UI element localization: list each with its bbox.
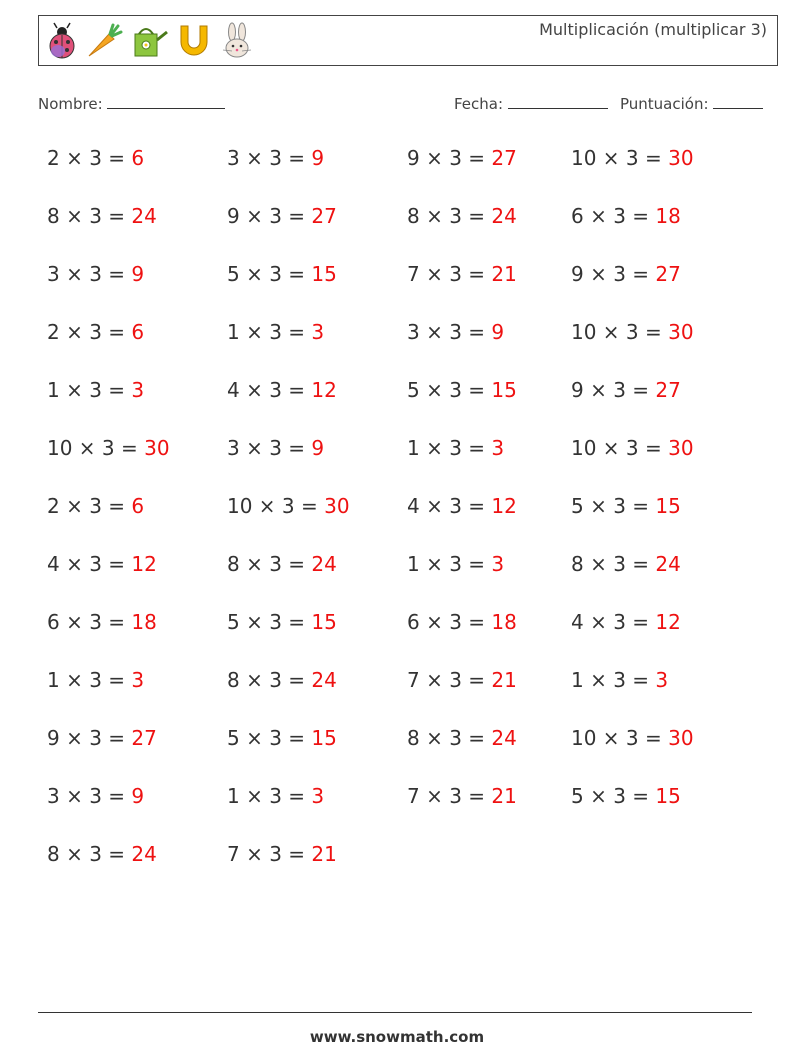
problem-answer: 30	[668, 320, 694, 344]
problem-question: 4 × 3 =	[227, 378, 312, 402]
problem-item	[407, 378, 571, 436]
problem-question: 10 × 3 =	[47, 436, 145, 460]
problem-item	[227, 842, 407, 900]
problem-question: 10 × 3 =	[571, 436, 669, 460]
problem-item	[571, 494, 751, 552]
problem-grid	[47, 146, 751, 900]
problem-question: 6 × 3 =	[571, 204, 656, 228]
problem-item	[407, 610, 571, 668]
problem-answer: 27	[491, 146, 517, 170]
problem-item	[47, 784, 227, 842]
problem-question: 9 × 3 =	[407, 146, 492, 170]
problem-item	[571, 726, 751, 784]
ladybug-icon	[45, 22, 79, 60]
problem-answer: 21	[311, 842, 337, 866]
problem-question: 3 × 3 =	[227, 146, 312, 170]
problem-answer: 24	[491, 204, 517, 228]
problem-item	[407, 320, 571, 378]
problem-answer: 21	[491, 668, 517, 692]
problem-answer: 24	[311, 552, 337, 576]
problem-answer: 3	[131, 668, 145, 692]
problem-question: 4 × 3 =	[571, 610, 656, 634]
carrot-icon	[85, 22, 123, 60]
problem-answer: 12	[131, 552, 157, 576]
problem-item	[47, 552, 227, 610]
problem-question: 5 × 3 =	[407, 378, 492, 402]
problem-question: 7 × 3 =	[407, 668, 492, 692]
problem-answer: 3	[131, 378, 145, 402]
problem-question: 9 × 3 =	[571, 262, 656, 286]
problem-question: 1 × 3 =	[47, 378, 132, 402]
score-field	[620, 94, 763, 113]
problem-question: 6 × 3 =	[47, 610, 132, 634]
problem-question: 5 × 3 =	[227, 262, 312, 286]
problem-answer: 27	[311, 204, 337, 228]
problem-question: 1 × 3 =	[407, 552, 492, 576]
problem-answer: 6	[131, 146, 145, 170]
problem-answer: 21	[491, 262, 517, 286]
problem-question: 1 × 3 =	[407, 436, 492, 460]
name-line[interactable]	[107, 94, 225, 109]
date-field	[454, 94, 608, 113]
problem-item	[47, 842, 227, 900]
problem-question: 2 × 3 =	[47, 494, 132, 518]
problem-question: 5 × 3 =	[227, 726, 312, 750]
problem-item	[47, 262, 227, 320]
problem-answer: 30	[668, 726, 694, 750]
problem-item	[571, 552, 751, 610]
problem-item	[407, 146, 571, 204]
problem-question: 10 × 3 =	[571, 320, 669, 344]
problem-answer: 3	[491, 552, 505, 576]
watering-can-icon	[129, 22, 169, 60]
problem-item	[47, 668, 227, 726]
problem-question: 4 × 3 =	[47, 552, 132, 576]
problem-item	[571, 320, 751, 378]
problem-answer: 15	[655, 784, 681, 808]
problem-answer: 30	[668, 146, 694, 170]
problem-answer: 24	[655, 552, 681, 576]
problem-answer: 6	[131, 494, 145, 518]
problem-item	[227, 320, 407, 378]
date-line[interactable]	[508, 94, 608, 109]
problem-answer: 15	[311, 610, 337, 634]
problem-item	[571, 378, 751, 436]
problem-item	[407, 494, 571, 552]
problem-answer: 9	[311, 146, 325, 170]
problem-question: 8 × 3 =	[407, 726, 492, 750]
problem-item	[227, 552, 407, 610]
problem-item	[47, 378, 227, 436]
problem-question: 2 × 3 =	[47, 320, 132, 344]
problem-answer: 21	[491, 784, 517, 808]
problem-question: 7 × 3 =	[407, 784, 492, 808]
problem-question: 7 × 3 =	[227, 842, 312, 866]
problem-answer: 27	[131, 726, 157, 750]
problem-question: 1 × 3 =	[47, 668, 132, 692]
problem-answer: 18	[491, 610, 517, 634]
worksheet-title: Multiplicación (multiplicar 3)	[539, 20, 767, 39]
problem-answer: 15	[311, 262, 337, 286]
problem-answer: 27	[655, 378, 681, 402]
problem-answer: 3	[655, 668, 669, 692]
rabbit-icon	[219, 22, 255, 60]
problem-answer: 15	[491, 378, 517, 402]
problem-item	[571, 668, 751, 726]
problem-item	[407, 204, 571, 262]
problem-answer: 9	[311, 436, 325, 460]
problem-answer: 6	[131, 320, 145, 344]
date-label: Fecha:	[454, 95, 504, 113]
problem-question: 2 × 3 =	[47, 146, 132, 170]
problem-answer: 15	[311, 726, 337, 750]
problem-question: 8 × 3 =	[47, 204, 132, 228]
problem-item	[227, 784, 407, 842]
problem-answer: 30	[324, 494, 350, 518]
problem-answer: 24	[491, 726, 517, 750]
problem-answer: 12	[491, 494, 517, 518]
problem-question: 8 × 3 =	[227, 668, 312, 692]
problem-question: 3 × 3 =	[47, 262, 132, 286]
problem-item	[571, 204, 751, 262]
problem-answer: 30	[668, 436, 694, 460]
problem-question: 9 × 3 =	[571, 378, 656, 402]
problem-question: 8 × 3 =	[227, 552, 312, 576]
problem-item	[407, 784, 571, 842]
problem-question: 7 × 3 =	[407, 262, 492, 286]
name-field	[38, 94, 225, 113]
problem-item	[571, 784, 751, 842]
problem-question: 4 × 3 =	[407, 494, 492, 518]
icon-strip	[45, 22, 255, 60]
problem-question: 8 × 3 =	[407, 204, 492, 228]
problem-item	[47, 204, 227, 262]
problem-item	[227, 204, 407, 262]
name-label: Nombre:	[38, 95, 103, 113]
problem-item	[571, 146, 751, 204]
footer-url: www.snowmath.com	[309, 1028, 485, 1046]
problem-question: 5 × 3 =	[571, 494, 656, 518]
problem-item	[227, 494, 407, 552]
problem-item	[227, 146, 407, 204]
problem-item	[407, 436, 571, 494]
problem-question: 10 × 3 =	[227, 494, 325, 518]
score-label: Puntuación:	[620, 95, 709, 113]
problem-item	[407, 552, 571, 610]
problem-question: 10 × 3 =	[571, 726, 669, 750]
problem-item	[571, 436, 751, 494]
problem-answer: 18	[655, 204, 681, 228]
problem-question: 5 × 3 =	[227, 610, 312, 634]
problem-item	[227, 262, 407, 320]
problem-item	[47, 146, 227, 204]
problem-question: 8 × 3 =	[47, 842, 132, 866]
problem-answer: 9	[131, 784, 145, 808]
problem-item	[47, 494, 227, 552]
problem-answer: 30	[144, 436, 170, 460]
problem-item	[227, 726, 407, 784]
problem-item	[407, 726, 571, 784]
problem-answer: 9	[491, 320, 505, 344]
score-line[interactable]	[713, 94, 763, 109]
problem-item	[227, 668, 407, 726]
footer-divider	[38, 1012, 752, 1013]
problem-question: 1 × 3 =	[571, 668, 656, 692]
problem-question: 3 × 3 =	[407, 320, 492, 344]
problem-answer: 3	[491, 436, 505, 460]
problem-answer: 24	[131, 842, 157, 866]
problem-answer: 24	[131, 204, 157, 228]
problem-item	[47, 436, 227, 494]
problem-item	[227, 436, 407, 494]
header-box	[38, 15, 778, 66]
problem-item	[47, 610, 227, 668]
problem-item	[227, 610, 407, 668]
problem-answer: 12	[655, 610, 681, 634]
problem-answer: 12	[311, 378, 337, 402]
problem-answer: 15	[655, 494, 681, 518]
problem-item	[407, 668, 571, 726]
problem-answer: 24	[311, 668, 337, 692]
problem-question: 9 × 3 =	[227, 204, 312, 228]
problem-item	[571, 262, 751, 320]
problem-answer: 3	[311, 320, 325, 344]
problem-question: 10 × 3 =	[571, 146, 669, 170]
problem-question: 5 × 3 =	[571, 784, 656, 808]
problem-question: 6 × 3 =	[407, 610, 492, 634]
problem-item	[571, 610, 751, 668]
problem-question: 3 × 3 =	[47, 784, 132, 808]
problem-item	[47, 726, 227, 784]
problem-answer: 27	[655, 262, 681, 286]
problem-question: 1 × 3 =	[227, 320, 312, 344]
problem-answer: 18	[131, 610, 157, 634]
problem-question: 8 × 3 =	[571, 552, 656, 576]
problem-question: 3 × 3 =	[227, 436, 312, 460]
problem-item	[227, 378, 407, 436]
horseshoe-icon	[175, 22, 213, 60]
problem-question: 1 × 3 =	[227, 784, 312, 808]
problem-answer: 3	[311, 784, 325, 808]
problem-item	[47, 320, 227, 378]
problem-answer: 9	[131, 262, 145, 286]
problem-item	[407, 262, 571, 320]
problem-question: 9 × 3 =	[47, 726, 132, 750]
